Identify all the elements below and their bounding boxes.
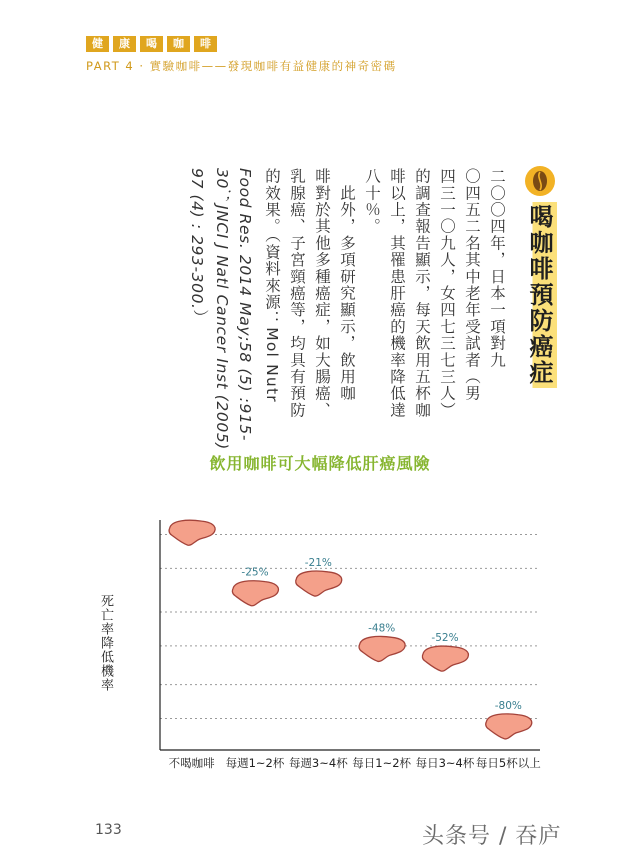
body-text-column: Food Res. 2014 May;58 (5) :915- — [236, 168, 254, 442]
page-number: 133 — [95, 822, 122, 838]
body-text-column: 乳腺癌、子宮頸癌等，均具有預防 — [288, 168, 306, 419]
x-tick-label: 每日1~2杯 — [352, 756, 412, 770]
header-tab-char: 喝 — [140, 36, 163, 52]
body-text-column: 四三一〇九人，女四七三七三人） — [438, 168, 456, 419]
chapter-subtitle: PART 4 · 實驗咖啡——發現咖啡有益健康的神奇密碼 — [86, 59, 397, 73]
data-label: -52% — [431, 632, 459, 644]
body-text-column: 八十％。 — [363, 168, 381, 235]
header-tab-char: 健 — [86, 36, 109, 52]
header-tab-char: 咖 — [167, 36, 190, 52]
data-label: -80% — [494, 699, 522, 712]
body-text-column: 97 (4) : 293-300.） — [188, 168, 206, 326]
body-text-column: 〇四五二名其中老年受試者（男 — [463, 168, 481, 402]
header-tab-char: 啡 — [194, 36, 217, 52]
header-tab-char: 康 — [113, 36, 136, 52]
body-text-column: 此外，多項研究顯示，飲用咖 — [338, 168, 356, 402]
liver-icon — [169, 520, 215, 545]
liver-icon — [296, 571, 342, 596]
body-text-column: 的效果。（資料來源：Mol Nutr — [263, 168, 281, 403]
section-heading: 喝咖啡預防癌症 — [522, 202, 557, 388]
x-tick-label: 每週1~2杯 — [225, 756, 285, 770]
body-text-column: 的調查報告顯示，每天飲用五杯咖 — [413, 168, 431, 419]
liver-icon — [422, 646, 468, 671]
chart-y-axis-label: 死亡率降低機率 — [98, 594, 113, 692]
liver-icon — [359, 636, 405, 661]
watermark: 头条号 / 吞庐 — [422, 824, 562, 849]
x-tick-label: 每日5杯以上 — [475, 756, 541, 770]
x-tick-label: 每日3~4杯 — [415, 756, 475, 770]
body-text-column: 啡以上，其罹患肝癌的機率降低達 — [388, 168, 406, 419]
x-tick-label: 每週3~4杯 — [288, 756, 348, 770]
liver-icon — [232, 581, 278, 606]
data-label: -48% — [368, 622, 396, 635]
body-text-column: 二〇〇四年，日本一項對九 — [488, 168, 506, 369]
body-text-column: 啡對於其他多種癌症，如大腸癌、 — [313, 168, 331, 419]
x-tick-label: 不喝咖啡 — [168, 756, 215, 770]
data-label: -21% — [304, 556, 332, 569]
data-label: -25% — [241, 566, 269, 579]
liver-icon — [486, 714, 532, 739]
body-text-column: 30；JNCI J Natl Cancer Inst (2005) — [213, 168, 231, 450]
chart-title: 飲用咖啡可大幅降低肝癌風險 — [209, 454, 431, 473]
